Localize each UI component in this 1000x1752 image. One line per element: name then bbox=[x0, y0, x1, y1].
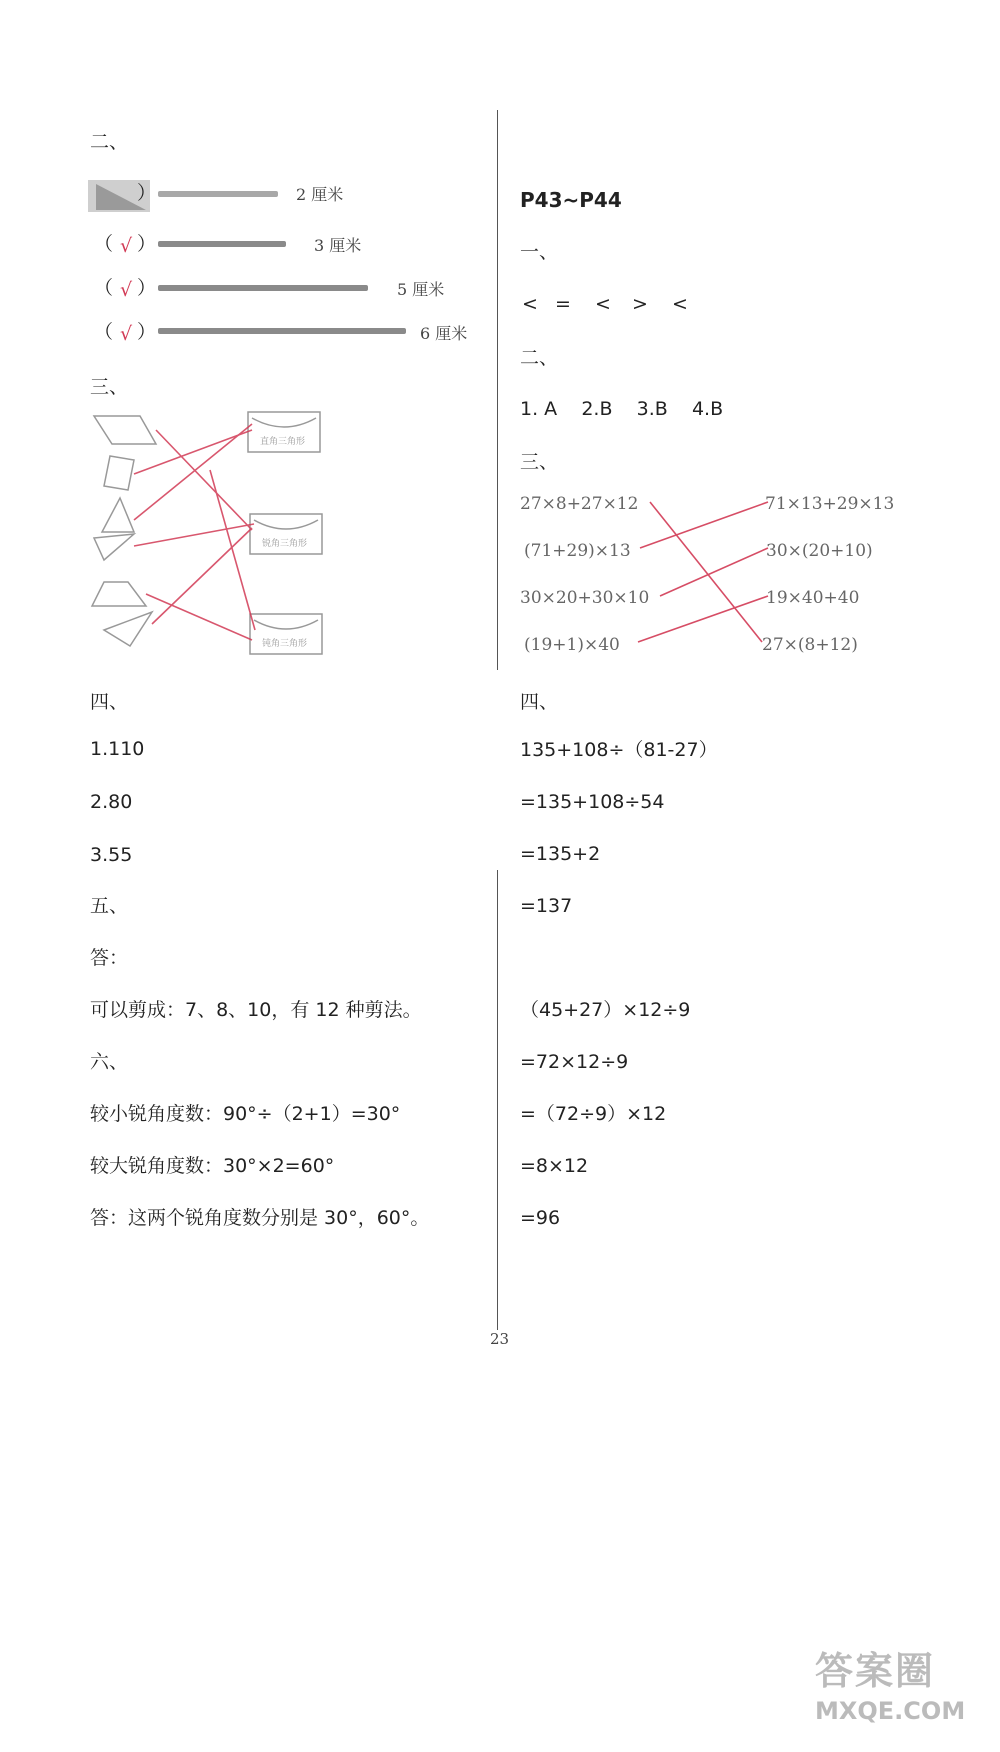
sec4-answer-2: 2.80 bbox=[90, 791, 133, 813]
calc-line-8: =8×12 bbox=[520, 1155, 589, 1177]
left-expr-2: (71+29)×13 bbox=[524, 541, 631, 561]
trapezoid-small-icon bbox=[92, 582, 146, 606]
calc-line-4: =137 bbox=[520, 895, 573, 917]
check-mark-6cm: √ bbox=[120, 323, 133, 345]
choice-answers: 1. A 2.B 3.B 4.B bbox=[520, 398, 724, 420]
calc-line-9: =96 bbox=[520, 1207, 561, 1229]
check-mark-5cm: √ bbox=[120, 279, 133, 301]
calc-line-7: =（72÷9）×12 bbox=[520, 1103, 667, 1125]
compare-symbol-3: < bbox=[595, 293, 611, 315]
paren-close-4: ） bbox=[137, 321, 157, 343]
length-label-6cm: 6 厘米 bbox=[420, 324, 468, 343]
length-label-5cm: 5 厘米 bbox=[397, 280, 445, 299]
right-expr-2: 30×(20+10) bbox=[766, 541, 873, 561]
sec5-answer-label: 答： bbox=[90, 947, 129, 969]
length-bar-5cm bbox=[158, 285, 368, 291]
length-bar-6cm bbox=[158, 328, 406, 334]
sec6-line-1: 较小锐角度数：90°÷（2+1）=30° bbox=[90, 1103, 401, 1125]
watermark-logo bbox=[815, 1640, 985, 1740]
page-range-title: P43~P44 bbox=[520, 188, 622, 212]
left-section-6-label: 六、 bbox=[90, 1051, 129, 1073]
paren-close-2: ） bbox=[137, 233, 157, 255]
compare-symbol-4: > bbox=[632, 293, 648, 315]
calc-line-5: （45+27）×12÷9 bbox=[520, 999, 691, 1021]
calc-line-6: =72×12÷9 bbox=[520, 1051, 629, 1073]
calc-line-1: 135+108÷（81-27） bbox=[520, 739, 718, 761]
triangle-up-icon bbox=[102, 498, 134, 532]
left-section-5-label: 五、 bbox=[90, 895, 129, 917]
trapezoid-shape-icon bbox=[94, 416, 156, 444]
right-section-1-label: 一、 bbox=[520, 241, 559, 263]
expression-matching-lines bbox=[500, 480, 900, 660]
sec5-answer-text: 可以剪成：7、8、10，有 12 种剪法。 bbox=[90, 999, 422, 1021]
right-expr-1: 71×13+29×13 bbox=[765, 494, 895, 514]
right-section-3-label: 三、 bbox=[520, 451, 559, 473]
compare-symbol-1: < bbox=[522, 293, 538, 315]
sec4-answer-1: 1.110 bbox=[90, 738, 145, 760]
triangle-wide-icon bbox=[104, 612, 152, 646]
check-mark-3cm: √ bbox=[120, 235, 133, 257]
length-label-2cm: 2 厘米 bbox=[296, 185, 344, 204]
left-expr-1: 27×8+27×12 bbox=[520, 494, 639, 514]
length-bar-2cm bbox=[158, 191, 278, 197]
paren-close-1: ） bbox=[137, 182, 157, 204]
right-section-2-label: 二、 bbox=[520, 347, 559, 369]
length-label-3cm: 3 厘米 bbox=[314, 236, 362, 255]
compare-symbol-5: < bbox=[672, 293, 688, 315]
calc-line-2: =135+108÷54 bbox=[520, 791, 665, 813]
length-bar-3cm bbox=[158, 241, 286, 247]
sec6-line-2: 较大锐角度数：30°×2=60° bbox=[90, 1155, 335, 1177]
left-section-3-label: 三、 bbox=[90, 376, 129, 398]
left-expr-4: (19+1)×40 bbox=[524, 635, 620, 655]
watermark-text-url: MXQE.COM bbox=[815, 1697, 966, 1725]
svg-text:锐角三角形: 锐角三角形 bbox=[262, 539, 308, 549]
triangle-left-icon bbox=[94, 534, 134, 560]
svg-text:直角三角形: 直角三角形 bbox=[260, 437, 306, 447]
right-expr-3: 19×40+40 bbox=[766, 588, 860, 608]
page-number: 23 bbox=[490, 1330, 510, 1348]
left-section-4-label: 四、 bbox=[90, 691, 129, 713]
paren-open-3: （ bbox=[94, 277, 114, 299]
left-expr-3: 30×20+30×10 bbox=[520, 588, 650, 608]
watermark-text-cn: 答案圈 bbox=[815, 1649, 936, 1693]
column-divider-top bbox=[497, 110, 498, 670]
sec6-line-3: 答：这两个锐角度数分别是 30°，60°。 bbox=[90, 1207, 430, 1229]
left-section-2-label: 二、 bbox=[90, 131, 129, 153]
shape-matching-diagram bbox=[90, 410, 470, 660]
svg-text:钝角三角形: 钝角三角形 bbox=[262, 639, 308, 649]
column-divider-bottom bbox=[497, 870, 498, 1330]
paren-close-3: ） bbox=[137, 277, 157, 299]
paren-open-2: （ bbox=[94, 233, 114, 255]
compare-symbol-2: = bbox=[555, 293, 571, 315]
calc-line-3: =135+2 bbox=[520, 843, 601, 865]
right-expr-4: 27×(8+12) bbox=[762, 635, 858, 655]
right-section-4-label: 四、 bbox=[520, 691, 559, 713]
paren-open-4: （ bbox=[94, 321, 114, 343]
rectangle-tilted-icon bbox=[104, 456, 134, 490]
sec4-answer-3: 3.55 bbox=[90, 844, 133, 866]
